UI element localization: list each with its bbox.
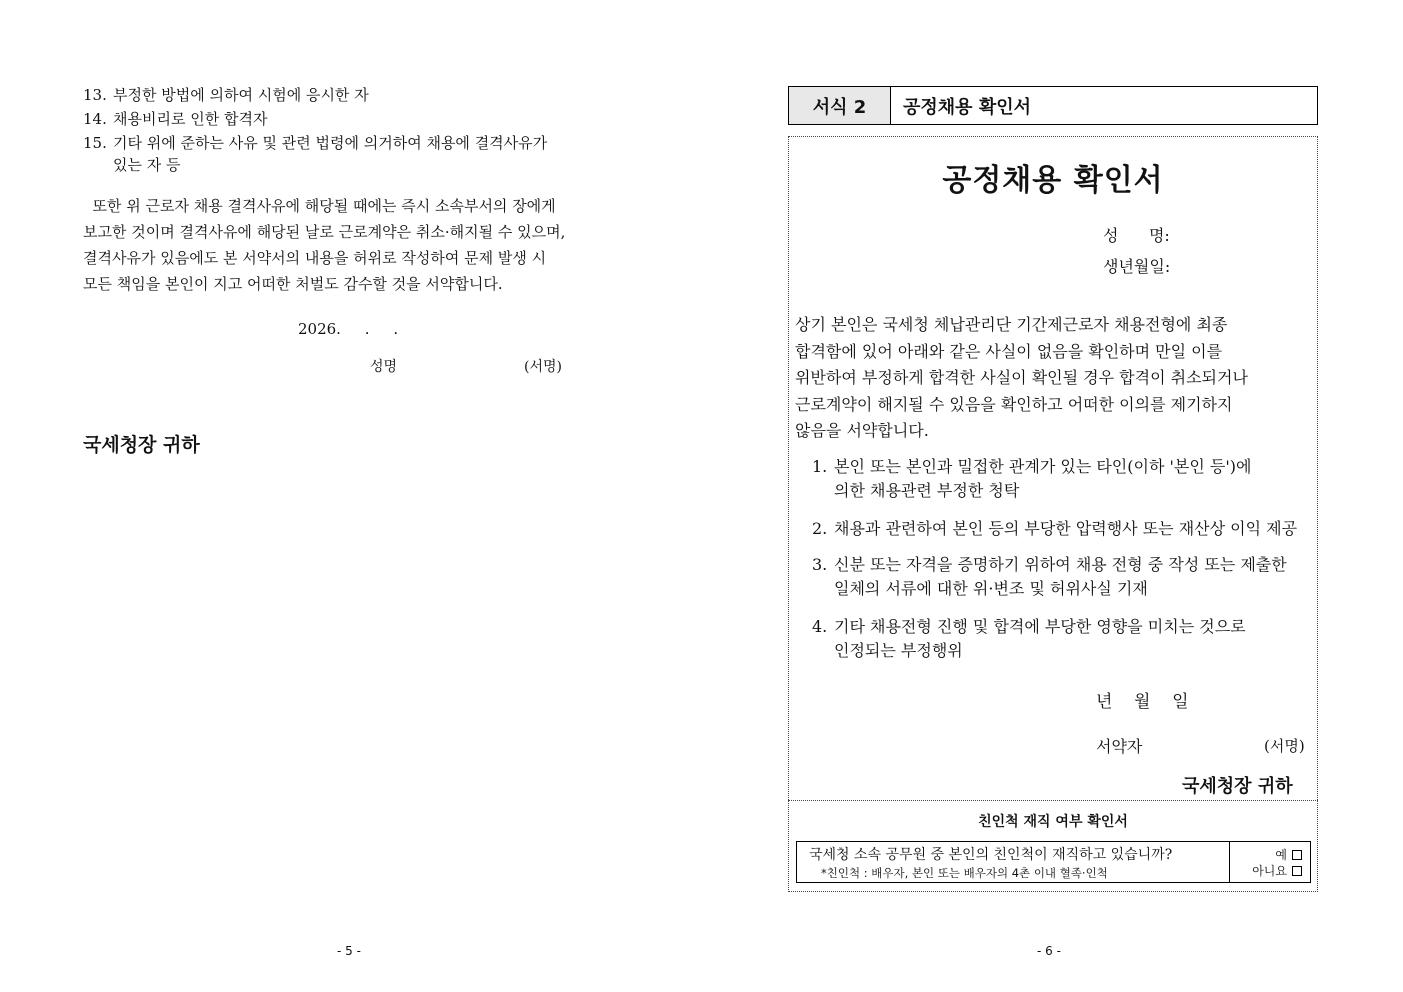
paragraph-line: 보고한 것이며 결격사유에 해당된 날로 근로계약은 취소·해지될 수 있으며, [83, 223, 566, 241]
paragraph-line: 모든 책임을 본인이 지고 어떠한 처벌도 감수할 것을 서약합니다. [83, 275, 503, 293]
form-label: 서식 2 [789, 87, 891, 124]
sign-label: 성명 [370, 359, 398, 375]
form-title: 공정채용 확인서 [942, 163, 1164, 198]
yes-label: 예 [1275, 848, 1287, 862]
item-number: 1. [812, 457, 828, 476]
item-text: 기타 위에 준하는 사유 및 관련 법령에 의거하여 채용에 결격사유가 [113, 134, 548, 152]
list-item-1 [812, 455, 1312, 503]
page-number-left: - 5 - [337, 944, 361, 958]
list-item-14 [83, 108, 267, 130]
paragraph-line: 합격함에 있어 아래와 같은 사실이 없음을 확인하며 만일 이를 [795, 341, 1223, 361]
relative-question: 국세청 소속 공무원 중 본인의 친인척이 재직하고 있습니까? [809, 847, 1173, 863]
item-number: 14. [83, 110, 107, 128]
paragraph-line: 상기 본인은 국세청 체납관리단 기간제근로자 채용전형에 최종 [795, 315, 1228, 334]
form-header [788, 86, 1318, 125]
paragraph-line: 않음을 서약합니다. [795, 421, 929, 440]
list-item-4 [812, 615, 1312, 663]
item-number: 3. [812, 555, 828, 574]
no-checkbox[interactable] [1292, 866, 1302, 876]
item-text-continued: 인정되는 부정행위 [834, 641, 963, 660]
signer-sign-mark: (서명) [1264, 737, 1305, 755]
no-label: 아니요 [1252, 864, 1287, 878]
form-header-title: 공정채용 확인서 [903, 96, 1031, 118]
item-number: 15. [83, 134, 107, 152]
yes-option[interactable] [1275, 846, 1302, 863]
yes-checkbox[interactable] [1292, 850, 1302, 860]
relative-note: *친인척 : 배우자, 본인 또는 배우자의 4촌 이내 혈족·인척 [821, 866, 1108, 880]
paragraph-line: 또한 위 근로자 채용 결격사유에 해당될 때에는 즉시 소속부서의 장에게 [83, 197, 556, 215]
item-text-continued: 일체의 서류에 대한 위·변조 및 허위사실 기재 [834, 579, 1148, 598]
paragraph-line: 근로계약이 해지될 수 있음을 확인하고 어떠한 이의를 제기하지 [795, 394, 1233, 414]
answer-options [1229, 842, 1310, 882]
list-item-2 [812, 517, 1312, 541]
name-label: 성 명: [1103, 226, 1170, 245]
list-item-13 [83, 84, 369, 106]
right-recipient: 국세청장 귀하 [1182, 776, 1293, 797]
relative-check-title: 친인척 재직 여부 확인서 [978, 814, 1128, 830]
item-text: 채용과 관련하여 본인 등의 부당한 압력행사 또는 재산상 이익 제공 [834, 519, 1298, 538]
item-text: 부정한 방법에 의하여 시험에 응시한 자 [113, 86, 369, 104]
signer-label: 서약자 [1096, 737, 1143, 756]
pledge-paragraph [83, 193, 623, 297]
item-number: 2. [812, 519, 828, 538]
sign-mark: (서명) [524, 359, 562, 375]
item-number: 13. [83, 86, 107, 104]
item-text: 채용비리로 인한 합격자 [113, 110, 268, 128]
list-item-15 [83, 132, 547, 154]
confirmation-paragraph [795, 312, 1310, 445]
page-number-right: - 6 - [1037, 944, 1061, 958]
item-number: 4. [812, 617, 828, 636]
pledge-date: 2026. . . [298, 320, 399, 338]
left-recipient: 국세청장 귀하 [83, 434, 200, 456]
relative-check-table [796, 841, 1311, 883]
list-item-15-continued: 있는 자 등 [113, 156, 181, 174]
item-text: 기타 채용전형 진행 및 합격에 부당한 영향을 미치는 것으로 [834, 617, 1246, 636]
paragraph-line: 위반하여 부정하게 합격한 사실이 확인될 경우 합격이 취소되거나 [795, 368, 1248, 387]
item-text-continued: 의한 채용관련 부정한 청탁 [834, 481, 1020, 500]
birth-label: 생년월일: [1103, 257, 1171, 276]
item-text: 본인 또는 본인과 밀접한 관계가 있는 타인(이하 '본인 등')에 [834, 457, 1252, 476]
list-item-3 [812, 553, 1312, 601]
paragraph-line: 결격사유가 있음에도 본 서약서의 내용을 허위로 작성하여 문제 발생 시 [83, 249, 547, 267]
date-line: 년 월 일 [1096, 692, 1189, 712]
no-option[interactable] [1252, 862, 1302, 879]
item-text: 신분 또는 자격을 증명하기 위하여 채용 전형 중 작성 또는 제출한 [834, 555, 1287, 574]
